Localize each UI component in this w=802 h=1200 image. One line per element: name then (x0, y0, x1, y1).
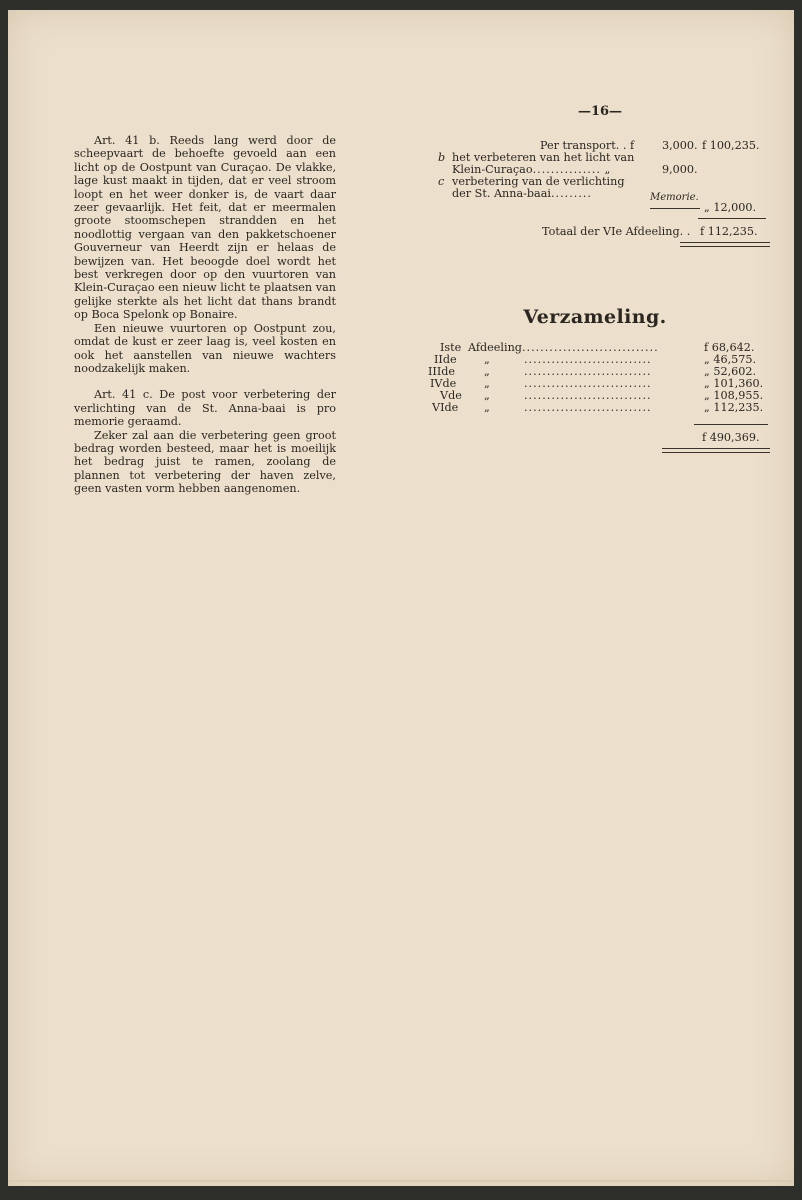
item-c-amount: Memorie. (650, 192, 699, 203)
paragraph-oostpunt: Een nieuwe vuurtoren op Oostpunt zou, omdat de kust er zeer laag is, veel kosten en ook het aanstellen van nieuwe wachters noodzakelijk maken. (74, 321, 336, 375)
transport-label: Per transport. . f (540, 139, 635, 152)
summary-label: IIIde (428, 365, 456, 378)
summary-label: Iste (440, 341, 462, 354)
subtotal-amount: „ 12,000. (704, 201, 757, 214)
paragraph-art-41b: Art. 41 b. Reeds lang werd door de scheepvaart de behoefte gevoeld aan een licht op de Oostpunt van Curaçao. De vlakke, lage kust maakt in tijden, dat er veel stroom loopt en het weer donker is, de vaart daar zeer gevaarlijk. Het feit, dat er meermalen groote stoomschepen strandden en het noodlottig vergaan van den pakketschoener Gouverneur van Heerdt zijn er helaas de bewijzen van. Het beoogde doel wordt het best verkregen door op den vuurtoren van Klein-Curaçao een nieuw licht te plaatsen van gelijke sterkte als het licht dat thans brandt op Boca Spelonk op Bonaire. (74, 134, 336, 322)
summary-sub-text: Afdeeling (468, 341, 522, 354)
summary-sub-text: „ (484, 401, 490, 414)
grand-total-double-rule (662, 448, 770, 453)
left-column-text (74, 134, 336, 496)
summary-label: IVde (430, 377, 457, 390)
leader-dots: ............................ (524, 353, 652, 366)
subtotal-rule (650, 208, 700, 209)
summary-amount: „ 46,575. (704, 353, 757, 366)
summary-sub-text: „ (484, 389, 490, 402)
summary-sub-text: „ (484, 365, 490, 378)
item-c-place: der St. Anna-baai (452, 187, 551, 200)
total-amount: f 112,235. (700, 225, 758, 238)
page-edge (8, 1180, 794, 1182)
item-b-ditto: „ (604, 163, 611, 176)
leader-dots: ............................ (524, 401, 652, 414)
summary-sub-text: „ (484, 353, 490, 366)
leader-dots: .............................. (521, 341, 659, 354)
summary-amount: „ 52,602. (704, 365, 757, 378)
summary-sub-text: „ (484, 377, 490, 390)
item-b-amount: 9,000. (662, 163, 698, 176)
leader-dots: ............................ (524, 365, 652, 378)
transport-amount-a: 3,000. (662, 139, 698, 152)
leader-dots: ......... (550, 187, 592, 200)
item-b-line1: het verbeteren van het licht van (452, 151, 635, 164)
summary-sub (484, 402, 490, 414)
summary-amount: „ 101,360. (704, 377, 764, 390)
transport-amount-b: f 100,235. (702, 139, 760, 152)
item-c-line2 (452, 188, 592, 200)
grand-total-rule (694, 424, 768, 425)
leader-dots: ............................ (524, 389, 652, 402)
leader-dots: ............... (532, 163, 601, 176)
item-c-line1: verbetering van de verlichting (452, 175, 625, 188)
paragraph-art-41c: Art. 41 c. De post voor verbetering der verlichting van de St. Anna-baai is pro memorie geraamd. (74, 388, 336, 429)
subtotal-underline (698, 218, 766, 219)
leader-dots: ............................ (524, 377, 652, 390)
summary-amount: „ 112,235. (704, 401, 764, 414)
summary-label: VIde (432, 401, 459, 414)
item-b-place: Klein-Curaçao (452, 163, 533, 176)
summary-label: Vde (440, 389, 462, 402)
item-c-letter: c (438, 175, 445, 188)
total-label: Totaal der VIe Afdeeling. . (542, 225, 691, 238)
total-double-rule (680, 242, 770, 247)
page-number: —16— (577, 104, 623, 119)
grand-total: f 490,369. (702, 431, 760, 444)
summary-amount: f 68,642. (704, 341, 755, 354)
summary-amount: „ 108,955. (704, 389, 764, 402)
summary-label: IIde (434, 353, 457, 366)
summary-heading: Verzameling. (523, 306, 667, 328)
paragraph-verbetering: Zeker zal aan die verbetering geen groot bedrag worden besteed, maar het is moeilijk het bedrag juist te ramen, zoolang de plannen tot verbetering der haven zelve, geen vasten vorm hebben aangenomen. (74, 428, 336, 496)
item-b-letter: b (438, 151, 446, 164)
